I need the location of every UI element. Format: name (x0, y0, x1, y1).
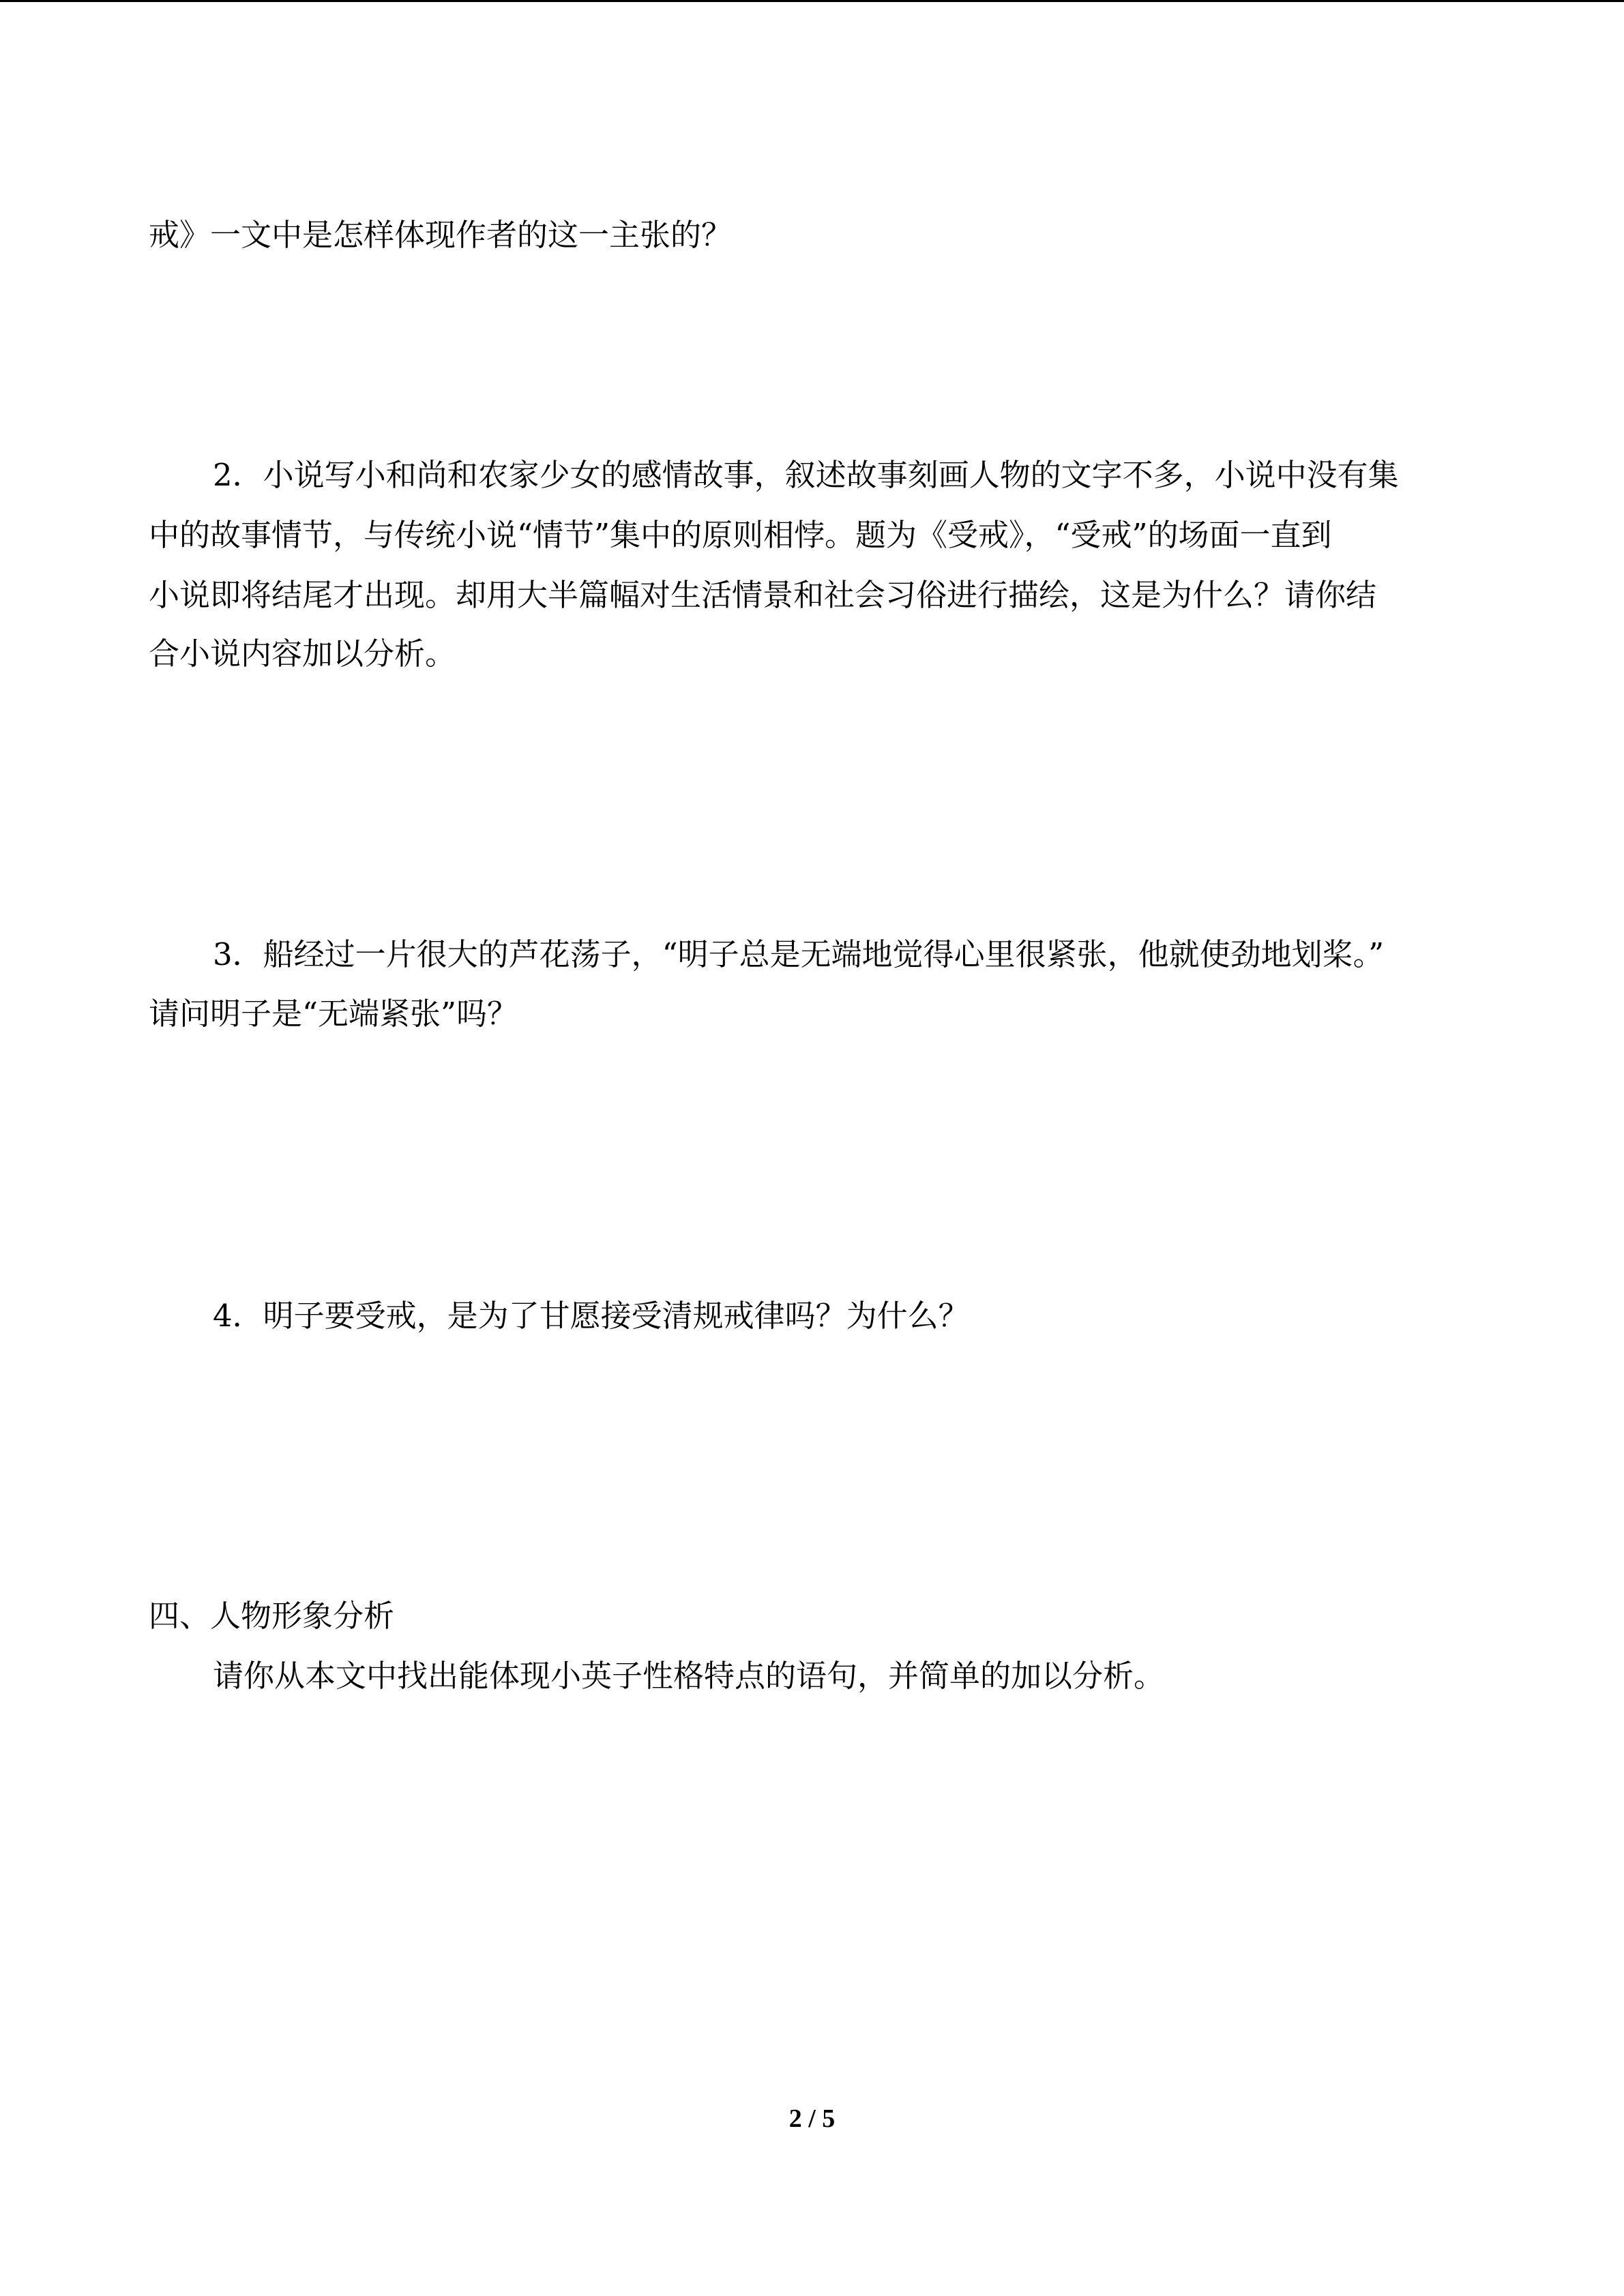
section-four-prompt: 请你从本文中找出能体现小英子性格特点的语句，并简单的加以分析。 (213, 1658, 1165, 1694)
question-3-line-2: 请问明子是“无端紧张”吗？ (149, 996, 518, 1032)
question-3-line-1: 3．船经过一片很大的芦花荡子，“明子总是无端地觉得心里很紧张，他就使劲地划桨。” (213, 936, 1385, 972)
intro-line: 戒》一文中是怎样体现作者的这一主张的？ (149, 217, 733, 253)
question-2-line-3: 小说即将结尾才出现。却用大半篇幅对生活情景和社会习俗进行描绘，这是为什么？请你结 (149, 577, 1377, 613)
page-number: 2 / 5 (788, 2104, 836, 2133)
section-four-heading: 四、人物形象分析 (149, 1598, 395, 1634)
question-2-line-4: 合小说内容加以分析。 (149, 636, 456, 672)
question-4-line-1: 4．明子要受戒，是为了甘愿接受清规戒律吗？为什么？ (213, 1298, 969, 1334)
question-2-line-2: 中的故事情节，与传统小说“情节”集中的原则相悖。题为《受戒》，“受戒”的场面一直到 (149, 517, 1332, 553)
question-2-line-1: 2．小说写小和尚和农家少女的感情故事，叙述故事刻画人物的文字不多，小说中没有集 (213, 457, 1399, 493)
